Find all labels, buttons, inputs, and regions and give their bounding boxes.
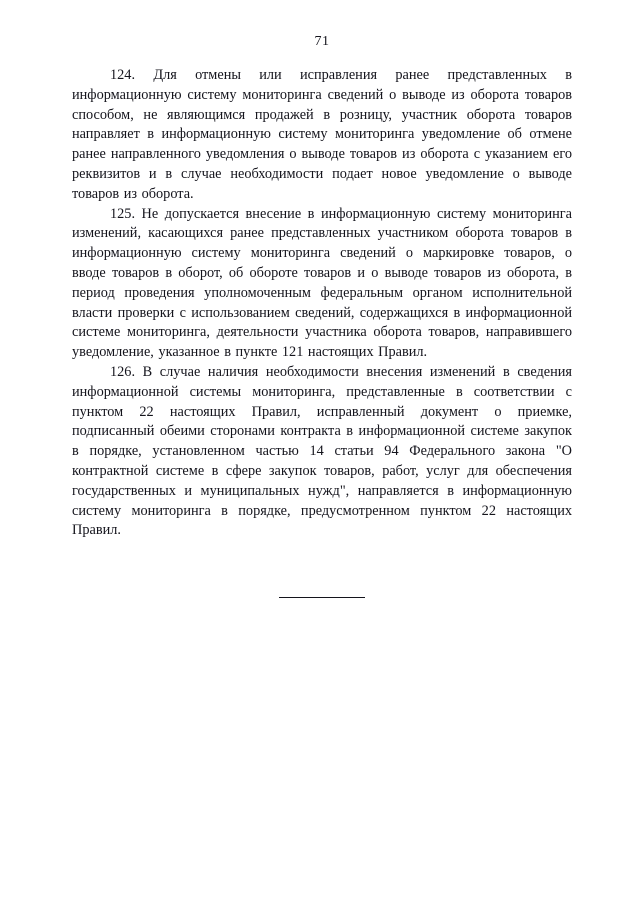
- paragraph: 126. В случае наличия необходимости внесения изменений в сведения информационной системы мониторинга, представленные в соответствии с пунктом 22 настоящих Правил, исправленный документ о приемке, подписанный обеими сторонами контракта в информационной системе закупок в порядке, установленном частью 14 статьи 94 Федерального закона "О контрактной системе в сфере закупок товаров, работ, услуг для обеспечения государственных и муниципальных нужд", направляется в информационную систему мониторинга в порядке, предусмотренном пунктом 22 настоящих Правил.: [72, 363, 572, 539]
- paragraph: 125. Не допускается внесение в информационную систему мониторинга изменений, касающихся ранее представленных участником оборота товаров в информационную систему мониторинга сведений о маркировке товаров, о вводе товаров в оборот, об обороте товаров и о выводе товаров из оборота, в период проведения уполномоченным федеральным органом исполнительной власти проверки с использованием сведений, содержащихся в информационной системе мониторинга, деятельности участника оборота товаров, направившего уведомление, указанное в пункте 121 настоящих Правил.: [72, 205, 572, 361]
- section-divider: [279, 597, 365, 598]
- document-body: [72, 66, 572, 541]
- page-number: 71: [314, 34, 330, 49]
- paragraph: 124. Для отмены или исправления ранее представленных в информационную систему мониторинга сведений о выводе из оборота товаров способом, не являющимся продажей в розницу, участник оборота товаров направляет в информационную систему мониторинга уведомление об отмене ранее направленного уведомления о выводе товаров из оборота с указанием его реквизитов и в случае необходимости подает новое уведомление о выводе товаров из оборота.: [72, 67, 572, 202]
